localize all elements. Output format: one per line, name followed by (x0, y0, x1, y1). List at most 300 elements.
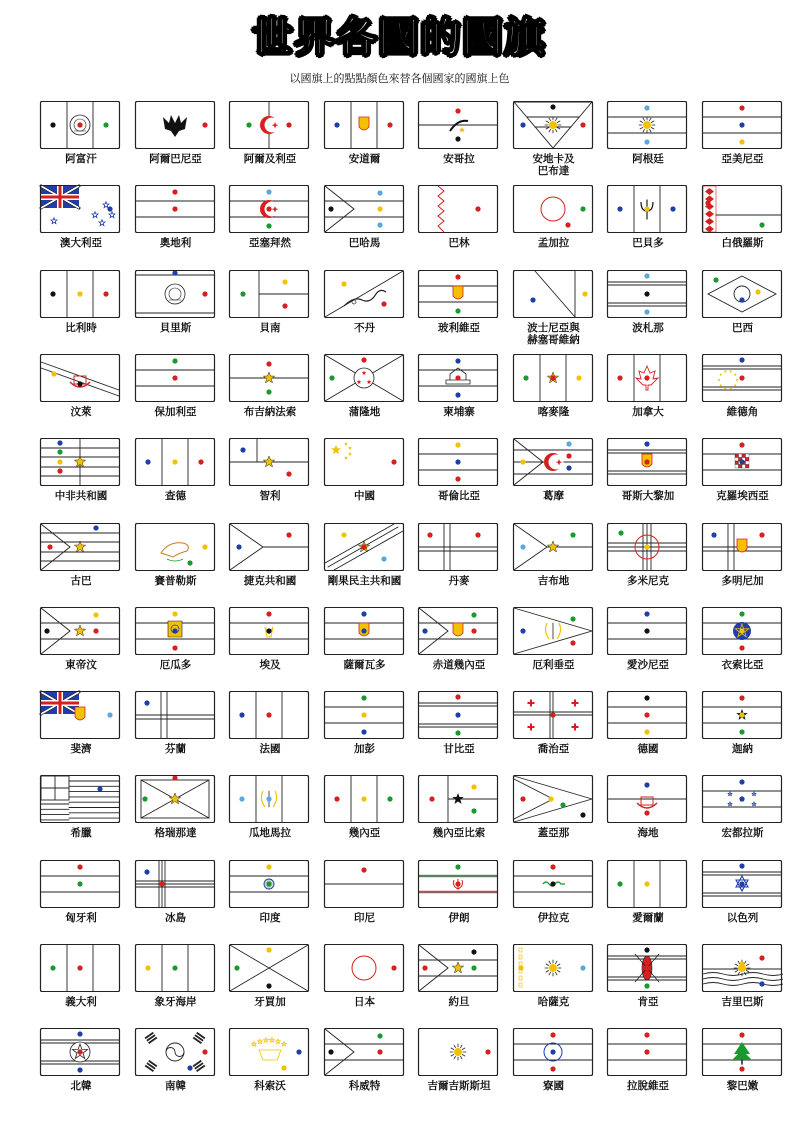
country-name: 吉爾吉斯斯坦 (427, 1080, 491, 1093)
color-dot-lightblue (644, 309, 649, 314)
color-dot-red (387, 122, 392, 127)
flag-cell[interactable] (698, 774, 792, 858)
color-dot-red (172, 190, 177, 195)
color-dot-red (550, 1067, 555, 1072)
color-dot-red (77, 864, 82, 869)
flag-outline[interactable] (701, 774, 783, 824)
color-dot-red (570, 640, 575, 645)
flag-cell[interactable] (225, 859, 319, 943)
flag-outline[interactable] (228, 859, 310, 909)
color-dot-blue (739, 122, 744, 127)
flag-cell[interactable] (36, 606, 130, 690)
flag-outline[interactable] (512, 522, 594, 572)
flag-outline[interactable] (39, 269, 121, 319)
country-name: 中國 (354, 490, 375, 503)
color-dot-blue (644, 442, 649, 447)
color-dot-blue (144, 700, 149, 705)
flag-cell[interactable] (320, 1027, 414, 1111)
country-name: 阿根廷 (632, 153, 664, 165)
flag-cell[interactable] (320, 522, 414, 606)
flag-outline[interactable] (701, 100, 783, 150)
flag-cell[interactable] (603, 269, 697, 353)
color-dot-blue (644, 783, 649, 788)
flag-outline[interactable] (39, 100, 121, 150)
flag-cell[interactable] (36, 184, 130, 268)
country-name: 科索沃 (254, 1080, 286, 1093)
flag-outline[interactable] (39, 690, 121, 740)
flag-cell[interactable] (509, 690, 603, 774)
flag-outline[interactable] (134, 353, 216, 403)
color-dot-yellow (51, 371, 56, 376)
flag-outline[interactable] (417, 437, 499, 487)
flag-cell[interactable] (698, 269, 792, 353)
color-dot-green (103, 122, 108, 127)
flag-cell[interactable] (414, 1027, 508, 1111)
flag-outline[interactable] (323, 690, 405, 740)
flag-outline[interactable] (39, 437, 121, 487)
color-dot-red (391, 965, 396, 970)
flag-outline[interactable] (39, 184, 121, 234)
flag-cell[interactable] (509, 522, 603, 606)
color-dot-red (455, 375, 460, 380)
flag-outline[interactable] (417, 269, 499, 319)
color-dot-green (387, 797, 392, 802)
flag-cell[interactable] (603, 690, 697, 774)
flag-outline[interactable] (512, 774, 594, 824)
color-dot-yellow (361, 797, 366, 802)
country-name: 拉脫維亞 (627, 1080, 669, 1093)
flag-outline[interactable] (228, 774, 310, 824)
color-dot-blue (187, 1066, 192, 1071)
flag-outline[interactable] (701, 606, 783, 656)
flag-outline[interactable] (606, 184, 688, 234)
flag-outline[interactable] (606, 269, 688, 319)
color-dot-red (550, 864, 555, 869)
country-name: 孟加拉 (537, 237, 570, 250)
color-dot-blue (172, 270, 177, 275)
country-name: 喬治亞 (537, 743, 570, 756)
flag-cell[interactable] (414, 774, 508, 858)
flag-cell[interactable] (603, 774, 697, 858)
color-dot-yellow (644, 881, 649, 886)
flag-cell[interactable] (131, 522, 225, 606)
flag-outline[interactable] (512, 1027, 594, 1077)
flag-cell[interactable] (36, 774, 130, 858)
flag-cell[interactable] (225, 606, 319, 690)
color-dot-green (560, 803, 565, 808)
color-dot-blue (739, 863, 744, 868)
color-dot-green (187, 560, 192, 565)
flag-outline[interactable] (606, 943, 688, 993)
flag-outline[interactable] (323, 859, 405, 909)
flag-cell[interactable] (131, 690, 225, 774)
color-dot-green (172, 965, 177, 970)
flag-outline[interactable] (606, 859, 688, 909)
country-name: 瓜地馬拉 (249, 827, 291, 840)
color-dot-red (475, 207, 480, 212)
flag-cell[interactable] (698, 437, 792, 521)
flag-outline[interactable] (228, 353, 310, 403)
flag-cell[interactable] (131, 859, 225, 943)
color-dot-red (455, 108, 460, 113)
color-dot-green (329, 375, 334, 380)
color-dot-red (739, 645, 744, 650)
flag-cell[interactable] (320, 774, 414, 858)
country-name: 愛爾蘭 (632, 911, 664, 924)
flag-cell[interactable] (698, 690, 792, 774)
color-dot-red (286, 532, 291, 537)
flag-cell[interactable] (225, 437, 319, 521)
country-name: 伊拉克 (537, 911, 570, 924)
flag-cell[interactable] (225, 269, 319, 353)
flag-outline[interactable] (134, 100, 216, 150)
flag-outline[interactable] (228, 690, 310, 740)
country-name: 哥倫比亞 (438, 490, 480, 503)
flag-outline[interactable] (701, 437, 783, 487)
country-name: 芬蘭 (165, 743, 186, 756)
flag-cell[interactable] (509, 353, 603, 437)
flag-cell[interactable] (131, 774, 225, 858)
flag-outline[interactable] (417, 774, 499, 824)
flag-outline[interactable] (228, 437, 310, 487)
flag-cell[interactable] (225, 943, 319, 1027)
flag-cell[interactable] (603, 606, 697, 690)
color-dot-red (93, 628, 98, 633)
flag-cell[interactable] (320, 353, 414, 437)
color-dot-lightblue (644, 105, 649, 110)
flag-cell[interactable] (131, 943, 225, 1027)
color-dot-blue (107, 207, 112, 212)
flag-cell[interactable] (509, 1027, 603, 1111)
flag-cell[interactable] (131, 437, 225, 521)
color-dot-black (44, 628, 49, 633)
flag-outline[interactable] (228, 100, 310, 150)
flag-cell[interactable] (509, 269, 603, 353)
country-name: 捷克共和國 (243, 574, 297, 587)
flag-outline[interactable] (323, 353, 405, 403)
flag-outline[interactable] (417, 859, 499, 909)
color-dot-red (381, 301, 386, 306)
color-dot-red (566, 454, 571, 459)
flag-outline[interactable] (701, 522, 783, 572)
color-dot-yellow (145, 965, 150, 970)
flag-cell[interactable] (698, 943, 792, 1027)
flag-cell[interactable] (414, 269, 508, 353)
flag-cell[interactable] (414, 184, 508, 268)
country-name: 甘比亞 (443, 743, 475, 756)
flag-cell[interactable] (414, 690, 508, 774)
color-dot-red (377, 1050, 382, 1055)
flag-cell[interactable] (225, 100, 319, 184)
color-dot-blue (361, 729, 366, 734)
flag-cell[interactable] (414, 859, 508, 943)
flag-outline[interactable] (228, 522, 310, 572)
color-dot-yellow (644, 544, 649, 549)
flag-outline[interactable] (512, 943, 594, 993)
country-name: 以色列 (726, 911, 759, 924)
flag-outline[interactable] (701, 184, 783, 234)
color-dot-black (550, 881, 555, 886)
flag-cell[interactable] (36, 100, 130, 184)
flag-cell[interactable] (603, 353, 697, 437)
flag-cell[interactable] (414, 943, 508, 1027)
flag-outline[interactable] (417, 1027, 499, 1077)
flag-outline[interactable] (512, 100, 594, 150)
flag-cell[interactable] (603, 1027, 697, 1111)
flag-cell[interactable] (698, 1027, 792, 1111)
country-name: 比利時 (65, 321, 97, 334)
flag-cell[interactable] (36, 690, 130, 774)
flag-outline[interactable] (606, 353, 688, 403)
flag-outline[interactable] (606, 437, 688, 487)
flag-outline[interactable] (606, 100, 688, 150)
flag-outline[interactable] (512, 859, 594, 909)
color-dot-green (739, 729, 744, 734)
flag-outline[interactable] (134, 774, 216, 824)
flag-outline[interactable] (417, 943, 499, 993)
color-dot-green (234, 965, 239, 970)
country-name: 匈牙利 (65, 911, 97, 924)
flag-outline[interactable] (39, 859, 121, 909)
flag-cell[interactable] (603, 943, 697, 1027)
flag-cell[interactable] (698, 522, 792, 606)
country-name: 愛沙尼亞 (627, 658, 669, 671)
color-dot-black (328, 1050, 333, 1055)
flag-cell[interactable] (36, 437, 130, 521)
flag-outline[interactable] (417, 184, 499, 234)
flag-outline[interactable] (512, 353, 594, 403)
flag-outline[interactable] (134, 943, 216, 993)
flag-cell[interactable] (509, 943, 603, 1027)
flag-cell[interactable] (320, 100, 414, 184)
flag-cell[interactable] (320, 269, 414, 353)
flag-outline[interactable] (134, 606, 216, 656)
flag-cell[interactable] (509, 606, 603, 690)
flag-cell[interactable] (603, 437, 697, 521)
flag-outline[interactable] (417, 353, 499, 403)
flag-outline[interactable] (323, 437, 405, 487)
color-dot-red (172, 776, 177, 781)
flag-cell[interactable] (603, 522, 697, 606)
flag-cell[interactable] (36, 943, 130, 1027)
flag-outline[interactable] (701, 690, 783, 740)
color-dot-green (739, 611, 744, 616)
flag-cell[interactable] (509, 774, 603, 858)
flag-outline[interactable] (134, 522, 216, 572)
flag-cell[interactable] (131, 100, 225, 184)
flag-outline[interactable] (228, 1027, 310, 1077)
flag-outline[interactable] (134, 269, 216, 319)
flag-cell[interactable] (414, 522, 508, 606)
flag-outline[interactable] (228, 943, 310, 993)
color-dot-black (471, 949, 476, 954)
flag-cell[interactable] (131, 269, 225, 353)
flag-cell[interactable] (414, 606, 508, 690)
flag-cell[interactable] (131, 1027, 225, 1111)
color-dot-lightblue (566, 442, 571, 447)
flag-outline[interactable] (323, 522, 405, 572)
color-dot-red (644, 965, 649, 970)
flag-outline[interactable] (323, 943, 405, 993)
flag-outline[interactable] (417, 100, 499, 150)
flag-cell[interactable] (414, 353, 508, 437)
country-name: 不丹 (354, 321, 375, 334)
flag-cell[interactable] (36, 859, 130, 943)
flag-cell[interactable] (698, 184, 792, 268)
color-dot-red (172, 375, 177, 380)
country-name: 智利 (259, 490, 281, 503)
flag-outline[interactable] (606, 1027, 688, 1077)
color-dot-red (427, 532, 432, 537)
country-name: 波札那 (632, 321, 664, 334)
flag-outline[interactable] (512, 606, 594, 656)
flag-cell[interactable] (320, 859, 414, 943)
flag-outline[interactable] (134, 184, 216, 234)
flag-outline[interactable] (512, 269, 594, 319)
flag-outline[interactable] (228, 606, 310, 656)
flag-cell[interactable] (603, 184, 697, 268)
flag-cell[interactable] (509, 437, 603, 521)
flag-outline[interactable] (512, 437, 594, 487)
color-dot-green (570, 532, 575, 537)
flag-cell[interactable] (131, 606, 225, 690)
country-name: 牙買加 (254, 996, 286, 1008)
flag-outline[interactable] (606, 690, 688, 740)
page-title: 世界各國的國旗 (252, 15, 547, 61)
color-dot-black (644, 628, 649, 633)
flag-outline[interactable] (606, 522, 688, 572)
flag-outline[interactable] (323, 184, 405, 234)
color-dot-yellow (471, 785, 476, 790)
color-dot-red (361, 357, 366, 362)
flag-outline[interactable] (323, 774, 405, 824)
color-dot-black (266, 983, 271, 988)
flag-cell[interactable] (36, 269, 130, 353)
color-dot-yellow (266, 947, 271, 952)
color-dot-red (475, 532, 480, 537)
color-dot-green (246, 122, 251, 127)
flag-outline[interactable] (417, 606, 499, 656)
flag-cell[interactable] (225, 774, 319, 858)
flag-cell[interactable] (225, 522, 319, 606)
flag-cell[interactable] (698, 859, 792, 943)
color-dot-yellow (172, 797, 177, 802)
flag-outline[interactable] (323, 1027, 405, 1077)
color-dot-red (759, 955, 764, 960)
flag-cell[interactable] (36, 353, 130, 437)
flag-cell[interactable] (320, 184, 414, 268)
flag-outline[interactable] (134, 690, 216, 740)
flag-outline[interactable] (323, 269, 405, 319)
flag-cell[interactable] (698, 100, 792, 184)
country-name: 象牙海岸 (154, 996, 197, 1008)
flag-cell[interactable] (131, 184, 225, 268)
flag-cell[interactable] (225, 690, 319, 774)
flag-cell[interactable] (320, 690, 414, 774)
flag-cell[interactable] (603, 100, 697, 184)
flag-cell[interactable] (225, 1027, 319, 1111)
flag-outline[interactable] (134, 437, 216, 487)
flag-outline[interactable] (39, 943, 121, 993)
flag-cell[interactable] (225, 353, 319, 437)
flag-outline[interactable] (228, 269, 310, 319)
color-dot-yellow (520, 460, 525, 465)
flag-cell[interactable] (414, 437, 508, 521)
color-dot-blue (236, 544, 241, 549)
country-name: 丹麥 (448, 574, 470, 587)
color-dot-blue (739, 881, 744, 886)
flag-outline[interactable] (323, 100, 405, 150)
flag-outline[interactable] (323, 606, 405, 656)
color-dot-yellow (361, 712, 366, 717)
flag-cell[interactable] (603, 859, 697, 943)
color-dot-red (617, 375, 622, 380)
flag-outline[interactable] (134, 859, 216, 909)
flag-cell[interactable] (698, 353, 792, 437)
flag-outline[interactable] (701, 1027, 783, 1077)
country-name: 埃及 (259, 658, 281, 671)
color-dot-green (739, 1050, 744, 1055)
flag-cell[interactable] (131, 353, 225, 437)
country-name: 吉里巴斯 (721, 996, 764, 1008)
flag-outline[interactable] (39, 353, 121, 403)
color-dot-lightblue (381, 556, 386, 561)
flag-cell[interactable] (698, 606, 792, 690)
color-dot-black (455, 136, 460, 141)
color-dot-blue (739, 780, 744, 785)
flag-outline[interactable] (512, 184, 594, 234)
flag-outline[interactable] (701, 943, 783, 993)
flag-cell[interactable] (509, 184, 603, 268)
color-dot-red (172, 645, 177, 650)
color-dot-red (550, 375, 555, 380)
flag-outline[interactable] (39, 1027, 121, 1077)
country-name: 衣索比亞 (721, 658, 764, 671)
color-dot-black (50, 291, 55, 296)
flag-outline[interactable] (228, 184, 310, 234)
flag-outline[interactable] (417, 690, 499, 740)
flag-outline[interactable] (39, 522, 121, 572)
flag-cell[interactable] (414, 100, 508, 184)
flag-outline[interactable] (39, 606, 121, 656)
flag-outline[interactable] (134, 1027, 216, 1077)
flag-outline[interactable] (512, 690, 594, 740)
flag-cell[interactable] (36, 1027, 130, 1111)
color-dot-lightblue (580, 965, 585, 970)
country-name: 克羅埃西亞 (716, 490, 769, 503)
color-dot-yellow (281, 1066, 286, 1071)
flag-cell[interactable] (320, 606, 414, 690)
flag-outline[interactable] (606, 774, 688, 824)
country-name: 冰島 (165, 911, 186, 924)
flag-outline[interactable] (606, 606, 688, 656)
flag-outline[interactable] (701, 859, 783, 909)
flag-cell[interactable] (225, 184, 319, 268)
flag-cell[interactable] (36, 522, 130, 606)
flag-outline[interactable] (417, 522, 499, 572)
flag-cell[interactable] (320, 943, 414, 1027)
flag-outline[interactable] (39, 774, 121, 824)
flag-cell[interactable] (509, 859, 603, 943)
flag-cell[interactable] (320, 437, 414, 521)
flag-outline[interactable] (701, 353, 783, 403)
country-name: 汶萊 (70, 405, 92, 418)
flag-cell[interactable] (509, 100, 603, 184)
color-dot-black (50, 122, 55, 127)
color-dot-red (47, 544, 52, 549)
color-dot-lightblue (644, 139, 649, 144)
flag-outline[interactable] (701, 269, 783, 319)
